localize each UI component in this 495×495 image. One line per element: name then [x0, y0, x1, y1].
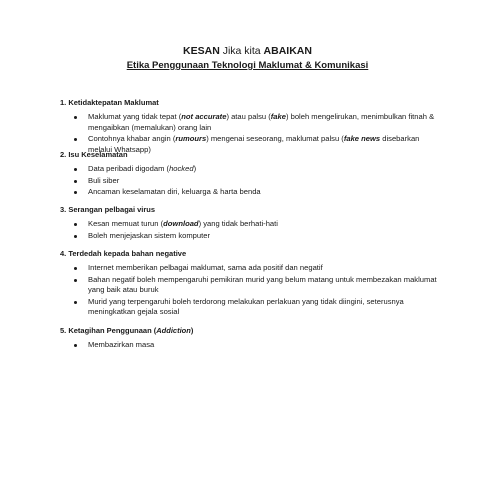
page-title	[0, 45, 495, 58]
section-heading: 4. Terdedah kepada bahan negative	[60, 249, 187, 258]
list-item: Bahan negatif boleh mempengaruhi pemikiran murid yang belum matang untuk membezakan maklumat yang baik atau buruk	[60, 275, 440, 296]
title-abaikan: ABAIKAN	[263, 45, 312, 57]
section-heading: 5. Ketagihan Penggunaan (Addiction)	[60, 326, 194, 335]
section-3	[60, 205, 440, 242]
bullet-list	[60, 340, 440, 351]
list-item: Kesan memuat turun (download) yang tidak berhati-hati	[60, 219, 440, 230]
list-item: Membazirkan masa	[60, 340, 440, 351]
list-item: Contohnya khabar angin (rumours) mengenai seseorang, maklumat palsu (fake news disebarkan melalui Whatsapp)	[60, 134, 440, 155]
page-subtitle: Etika Penggunaan Teknologi Maklumat & Komunikasi	[126, 60, 369, 71]
list-item: Data peribadi digodam (hocked)	[60, 164, 440, 175]
title-middle: Jika kita	[219, 45, 264, 57]
title-kesan: KESAN	[183, 45, 220, 57]
section-5	[60, 326, 440, 352]
section-heading: 3. Serangan pelbagai virus	[60, 205, 156, 214]
section-1	[60, 98, 440, 156]
section-heading: 1. Ketidaktepatan Maklumat	[60, 98, 159, 107]
list-item: Buli siber	[60, 176, 440, 187]
bullet-list	[60, 219, 440, 241]
list-item: Internet memberikan pelbagai maklumat, sama ada positif dan negatif	[60, 263, 440, 274]
list-item: Murid yang terpengaruhi boleh terdorong melakukan perlakuan yang tidak diingini, seterusnya meningkatkan gejala sosial	[60, 297, 440, 318]
section-2	[60, 150, 440, 199]
list-item: Boleh menjejaskan sistem komputer	[60, 231, 440, 242]
list-item: Ancaman keselamatan diri, keluarga & harta benda	[60, 187, 440, 198]
section-heading: 2. Isu Keselamatan	[60, 150, 128, 159]
bullet-list	[60, 112, 440, 155]
section-4	[60, 249, 440, 319]
bullet-list	[60, 263, 440, 318]
list-item: Maklumat yang tidak tepat (not accurate) atau palsu (fake) boleh mengelirukan, menimbulkan fitnah & mengaibkan (memalukan) orang lain	[60, 112, 440, 133]
bullet-list	[60, 164, 440, 198]
